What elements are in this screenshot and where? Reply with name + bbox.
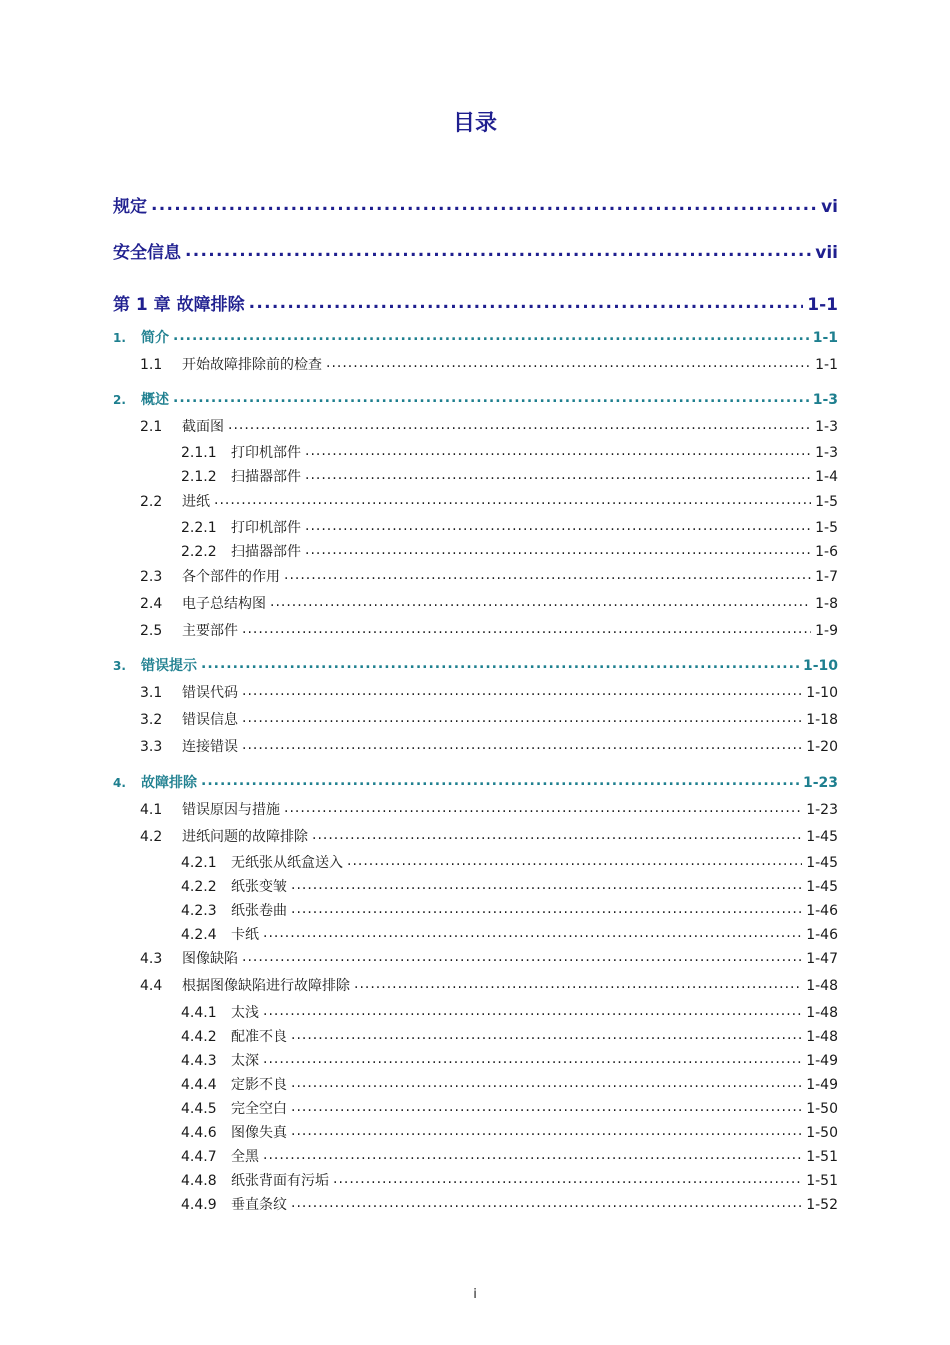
- toc-entry-label: 太深: [231, 1053, 259, 1069]
- toc-entry[interactable]: [181, 466, 838, 486]
- toc-entry-page: 1-50: [806, 1101, 838, 1117]
- dot-leader: [201, 773, 799, 787]
- dot-leader: [242, 683, 802, 697]
- toc-entry[interactable]: [140, 491, 838, 511]
- toc-entry-page: 1-51: [806, 1173, 838, 1189]
- toc-entry-number: 4.4.7: [181, 1149, 217, 1165]
- toc-entry[interactable]: [113, 290, 838, 315]
- toc-entry[interactable]: [181, 924, 838, 944]
- dot-leader: [291, 1027, 802, 1041]
- toc-entry[interactable]: [140, 799, 838, 819]
- toc-entry-label: 主要部件: [182, 623, 238, 639]
- toc-entry-page: vi: [821, 197, 838, 217]
- toc-entry-label: 配准不良: [231, 1029, 287, 1045]
- toc-entry[interactable]: [181, 1002, 838, 1022]
- toc-entry-number: 2.1.2: [181, 469, 217, 485]
- toc-entry-number: 2.1.1: [181, 445, 217, 461]
- toc-entry-label: 错误信息: [182, 712, 238, 728]
- dot-leader: [284, 567, 811, 581]
- dot-leader: [242, 737, 802, 751]
- dot-leader: [291, 1099, 802, 1113]
- toc-entry[interactable]: [181, 1026, 838, 1046]
- toc-entry[interactable]: [181, 1098, 838, 1118]
- toc-entry-page: 1-46: [806, 927, 838, 943]
- toc-entry-number: 4.3: [140, 951, 163, 967]
- toc-entry[interactable]: [113, 772, 838, 792]
- dot-leader: [305, 518, 811, 532]
- page-number: i: [473, 1287, 477, 1302]
- toc-entry-label: 错误代码: [182, 685, 238, 701]
- toc-entry-label: 打印机部件: [231, 520, 301, 536]
- toc-entry-page: 1-5: [815, 520, 838, 536]
- toc-entry-page: 1-23: [806, 802, 838, 818]
- dot-leader: [242, 621, 811, 635]
- dot-leader: [228, 417, 811, 431]
- toc-entry-label: 完全空白: [231, 1101, 287, 1117]
- dot-leader: [242, 710, 802, 724]
- toc-entry-label: 图像失真: [231, 1125, 287, 1141]
- dot-leader: [305, 542, 811, 556]
- toc-entry[interactable]: [181, 1194, 838, 1214]
- toc-entry-number: 4.1: [140, 802, 163, 818]
- toc-entry-number: 4.: [113, 776, 126, 790]
- toc-entry-label: 扫描器部件: [231, 544, 301, 560]
- toc-entry-label: 第 1 章 故障排除: [113, 295, 245, 315]
- dot-leader: [333, 1171, 802, 1185]
- dot-leader: [291, 1195, 802, 1209]
- toc-entry-number: 2.3: [140, 569, 163, 585]
- toc-entry-label: 卡纸: [231, 927, 259, 943]
- toc-entry-number: 2.1: [140, 419, 163, 435]
- toc-entry-number: 2.2.2: [181, 544, 217, 560]
- dot-leader: [263, 925, 802, 939]
- toc-entry-page: 1-48: [806, 1029, 838, 1045]
- toc-entry-number: 4.4.4: [181, 1077, 217, 1093]
- toc-entry-number: 4.4.2: [181, 1029, 217, 1045]
- toc-entry-page: 1-49: [806, 1053, 838, 1069]
- dot-leader: [291, 1123, 802, 1137]
- toc-entry[interactable]: [140, 709, 838, 729]
- toc-entry-label: 太浅: [231, 1005, 259, 1021]
- toc-entry-number: 3.1: [140, 685, 163, 701]
- dot-leader: [305, 467, 811, 481]
- toc-entry[interactable]: [113, 655, 838, 675]
- dot-leader: [201, 656, 799, 670]
- toc-entry[interactable]: [140, 566, 838, 586]
- toc-entry-number: 2.2: [140, 494, 163, 510]
- toc-entry[interactable]: [140, 826, 838, 846]
- toc-entry-label: 错误提示: [141, 658, 197, 674]
- dot-leader: [263, 1147, 802, 1161]
- toc-entry-page: 1-8: [815, 596, 838, 612]
- dot-leader: [284, 800, 802, 814]
- toc-entry-page: 1-3: [815, 445, 838, 461]
- dot-leader: [270, 594, 811, 608]
- toc-entry-page: 1-23: [802, 775, 838, 791]
- toc-entry-label: 错误原因与措施: [182, 802, 280, 818]
- toc-entry-number: 2.5: [140, 623, 163, 639]
- toc-entry-page: 1-46: [806, 903, 838, 919]
- toc-entry-label: 安全信息: [113, 243, 181, 263]
- toc-entry[interactable]: [181, 442, 838, 462]
- toc-entry-number: 1.1: [140, 357, 163, 373]
- toc-entry-number: 2.2.1: [181, 520, 217, 536]
- toc-entry-page: 1-1: [807, 295, 838, 315]
- toc-entry-number: 4.4.1: [181, 1005, 217, 1021]
- toc-entry-number: 4.4.3: [181, 1053, 217, 1069]
- toc-entry-page: 1-9: [815, 623, 838, 639]
- toc-entry-page: 1-5: [815, 494, 838, 510]
- toc-entry-label: 打印机部件: [231, 445, 301, 461]
- toc-entry-label: 故障排除: [141, 775, 197, 791]
- toc-entry-number: 2.: [113, 393, 126, 407]
- toc-entry[interactable]: [181, 541, 838, 561]
- dot-leader: [263, 1051, 802, 1065]
- dot-leader: [173, 328, 809, 342]
- dot-leader: [185, 241, 811, 258]
- toc-entry-number: 1.: [113, 331, 126, 345]
- toc-entry[interactable]: [181, 1122, 838, 1142]
- dot-leader: [263, 1003, 802, 1017]
- toc-entry[interactable]: [140, 416, 838, 436]
- toc-entry-label: 进纸问题的故障排除: [182, 829, 308, 845]
- toc-entry-label: 垂直条纹: [231, 1197, 287, 1213]
- toc-entry[interactable]: [181, 1074, 838, 1094]
- toc-entry[interactable]: [113, 238, 838, 263]
- toc-entry[interactable]: [181, 900, 838, 920]
- toc-entry-label: 定影不良: [231, 1077, 287, 1093]
- toc-entry[interactable]: [113, 192, 838, 217]
- toc-entry-number: 4.4: [140, 978, 163, 994]
- toc-entry-page: 1-3: [815, 419, 838, 435]
- toc-entry-page: 1-10: [802, 658, 838, 674]
- toc-entry-page: 1-50: [806, 1125, 838, 1141]
- toc-entry-page: 1-4: [815, 469, 838, 485]
- toc-entry-page: 1-20: [806, 739, 838, 755]
- dot-leader: [347, 853, 802, 867]
- toc-entry-number: 3.2: [140, 712, 163, 728]
- dot-leader: [242, 949, 802, 963]
- toc-entry-number: 4.4.9: [181, 1197, 217, 1213]
- toc-entry-label: 纸张变皱: [231, 879, 287, 895]
- dot-leader: [291, 901, 802, 915]
- toc-entry[interactable]: [181, 1170, 838, 1190]
- toc-entry-label: 扫描器部件: [231, 469, 301, 485]
- toc-entry-page: vii: [815, 243, 838, 263]
- toc-entry-number: 4.2.4: [181, 927, 217, 943]
- toc-entry[interactable]: [140, 682, 838, 702]
- toc-entry-label: 电子总结构图: [182, 596, 266, 612]
- dot-leader: [291, 1075, 802, 1089]
- toc-entry-label: 根据图像缺陷进行故障排除: [182, 978, 350, 994]
- toc-entry-number: 2.4: [140, 596, 163, 612]
- toc-entry[interactable]: [140, 620, 838, 640]
- toc-entry-page: 1-52: [806, 1197, 838, 1213]
- toc-entry[interactable]: [113, 389, 838, 409]
- toc-entry-label: 纸张卷曲: [231, 903, 287, 919]
- toc-entry-label: 纸张背面有污垢: [231, 1173, 329, 1189]
- toc-entry-number: 4.2.3: [181, 903, 217, 919]
- toc-entry[interactable]: [113, 327, 838, 347]
- toc-entry-page: 1-48: [806, 1005, 838, 1021]
- toc-entry-page: 1-48: [806, 978, 838, 994]
- toc-entry-page: 1-3: [812, 392, 838, 408]
- toc-entry-number: 3.: [113, 659, 126, 673]
- toc-entry-page: 1-1: [815, 357, 838, 373]
- toc-entry-page: 1-6: [815, 544, 838, 560]
- toc-entry-page: 1-18: [806, 712, 838, 728]
- toc-entry-page: 1-7: [815, 569, 838, 585]
- toc-entry-number: 4.2.2: [181, 879, 217, 895]
- dot-leader: [151, 195, 817, 212]
- toc-entry[interactable]: [181, 876, 838, 896]
- toc-entry-label: 连接错误: [182, 739, 238, 755]
- toc-entry-page: 1-45: [806, 829, 838, 845]
- toc-entry-label: 图像缺陷: [182, 951, 238, 967]
- dot-leader: [305, 443, 811, 457]
- dot-leader: [291, 877, 802, 891]
- toc-entry-label: 简介: [141, 330, 169, 346]
- toc-entry-label: 规定: [113, 197, 147, 217]
- toc-entry[interactable]: [181, 1146, 838, 1166]
- toc-entry-label: 进纸: [182, 494, 210, 510]
- toc-entry-page: 1-49: [806, 1077, 838, 1093]
- dot-leader: [249, 293, 804, 310]
- dot-leader: [312, 827, 802, 841]
- dot-leader: [326, 355, 811, 369]
- toc-entry-number: 4.4.8: [181, 1173, 217, 1189]
- toc-entry-label: 无纸张从纸盒送入: [231, 855, 343, 871]
- dot-leader: [214, 492, 811, 506]
- toc-entry-page: 1-47: [806, 951, 838, 967]
- toc-entry[interactable]: [140, 948, 838, 968]
- dot-leader: [173, 390, 809, 404]
- toc-entry[interactable]: [140, 736, 838, 756]
- toc-entry-number: 4.4.6: [181, 1125, 217, 1141]
- toc-entry-page: 1-45: [806, 855, 838, 871]
- toc-entry[interactable]: [181, 517, 838, 537]
- toc-entry-page: 1-1: [812, 330, 838, 346]
- toc-entry-number: 4.2: [140, 829, 163, 845]
- toc-entry[interactable]: [140, 593, 838, 613]
- toc-entry-page: 1-45: [806, 879, 838, 895]
- dot-leader: [354, 976, 802, 990]
- toc-entry-label: 截面图: [182, 419, 224, 435]
- toc-entry-page: 1-10: [806, 685, 838, 701]
- toc-entry[interactable]: [181, 1050, 838, 1070]
- toc-entry-page: 1-51: [806, 1149, 838, 1165]
- toc-entry-label: 开始故障排除前的检查: [182, 357, 322, 373]
- toc-entry[interactable]: [140, 354, 838, 374]
- toc-entry[interactable]: [181, 852, 838, 872]
- toc-entry-label: 概述: [141, 392, 169, 408]
- toc-entry-number: 4.2.1: [181, 855, 217, 871]
- toc-entry-number: 4.4.5: [181, 1101, 217, 1117]
- toc-entry-label: 各个部件的作用: [182, 569, 280, 585]
- toc-entry-number: 3.3: [140, 739, 163, 755]
- toc-entry-label: 全黑: [231, 1149, 259, 1165]
- toc-entry[interactable]: [140, 975, 838, 995]
- page-title: 目录: [452, 111, 497, 136]
